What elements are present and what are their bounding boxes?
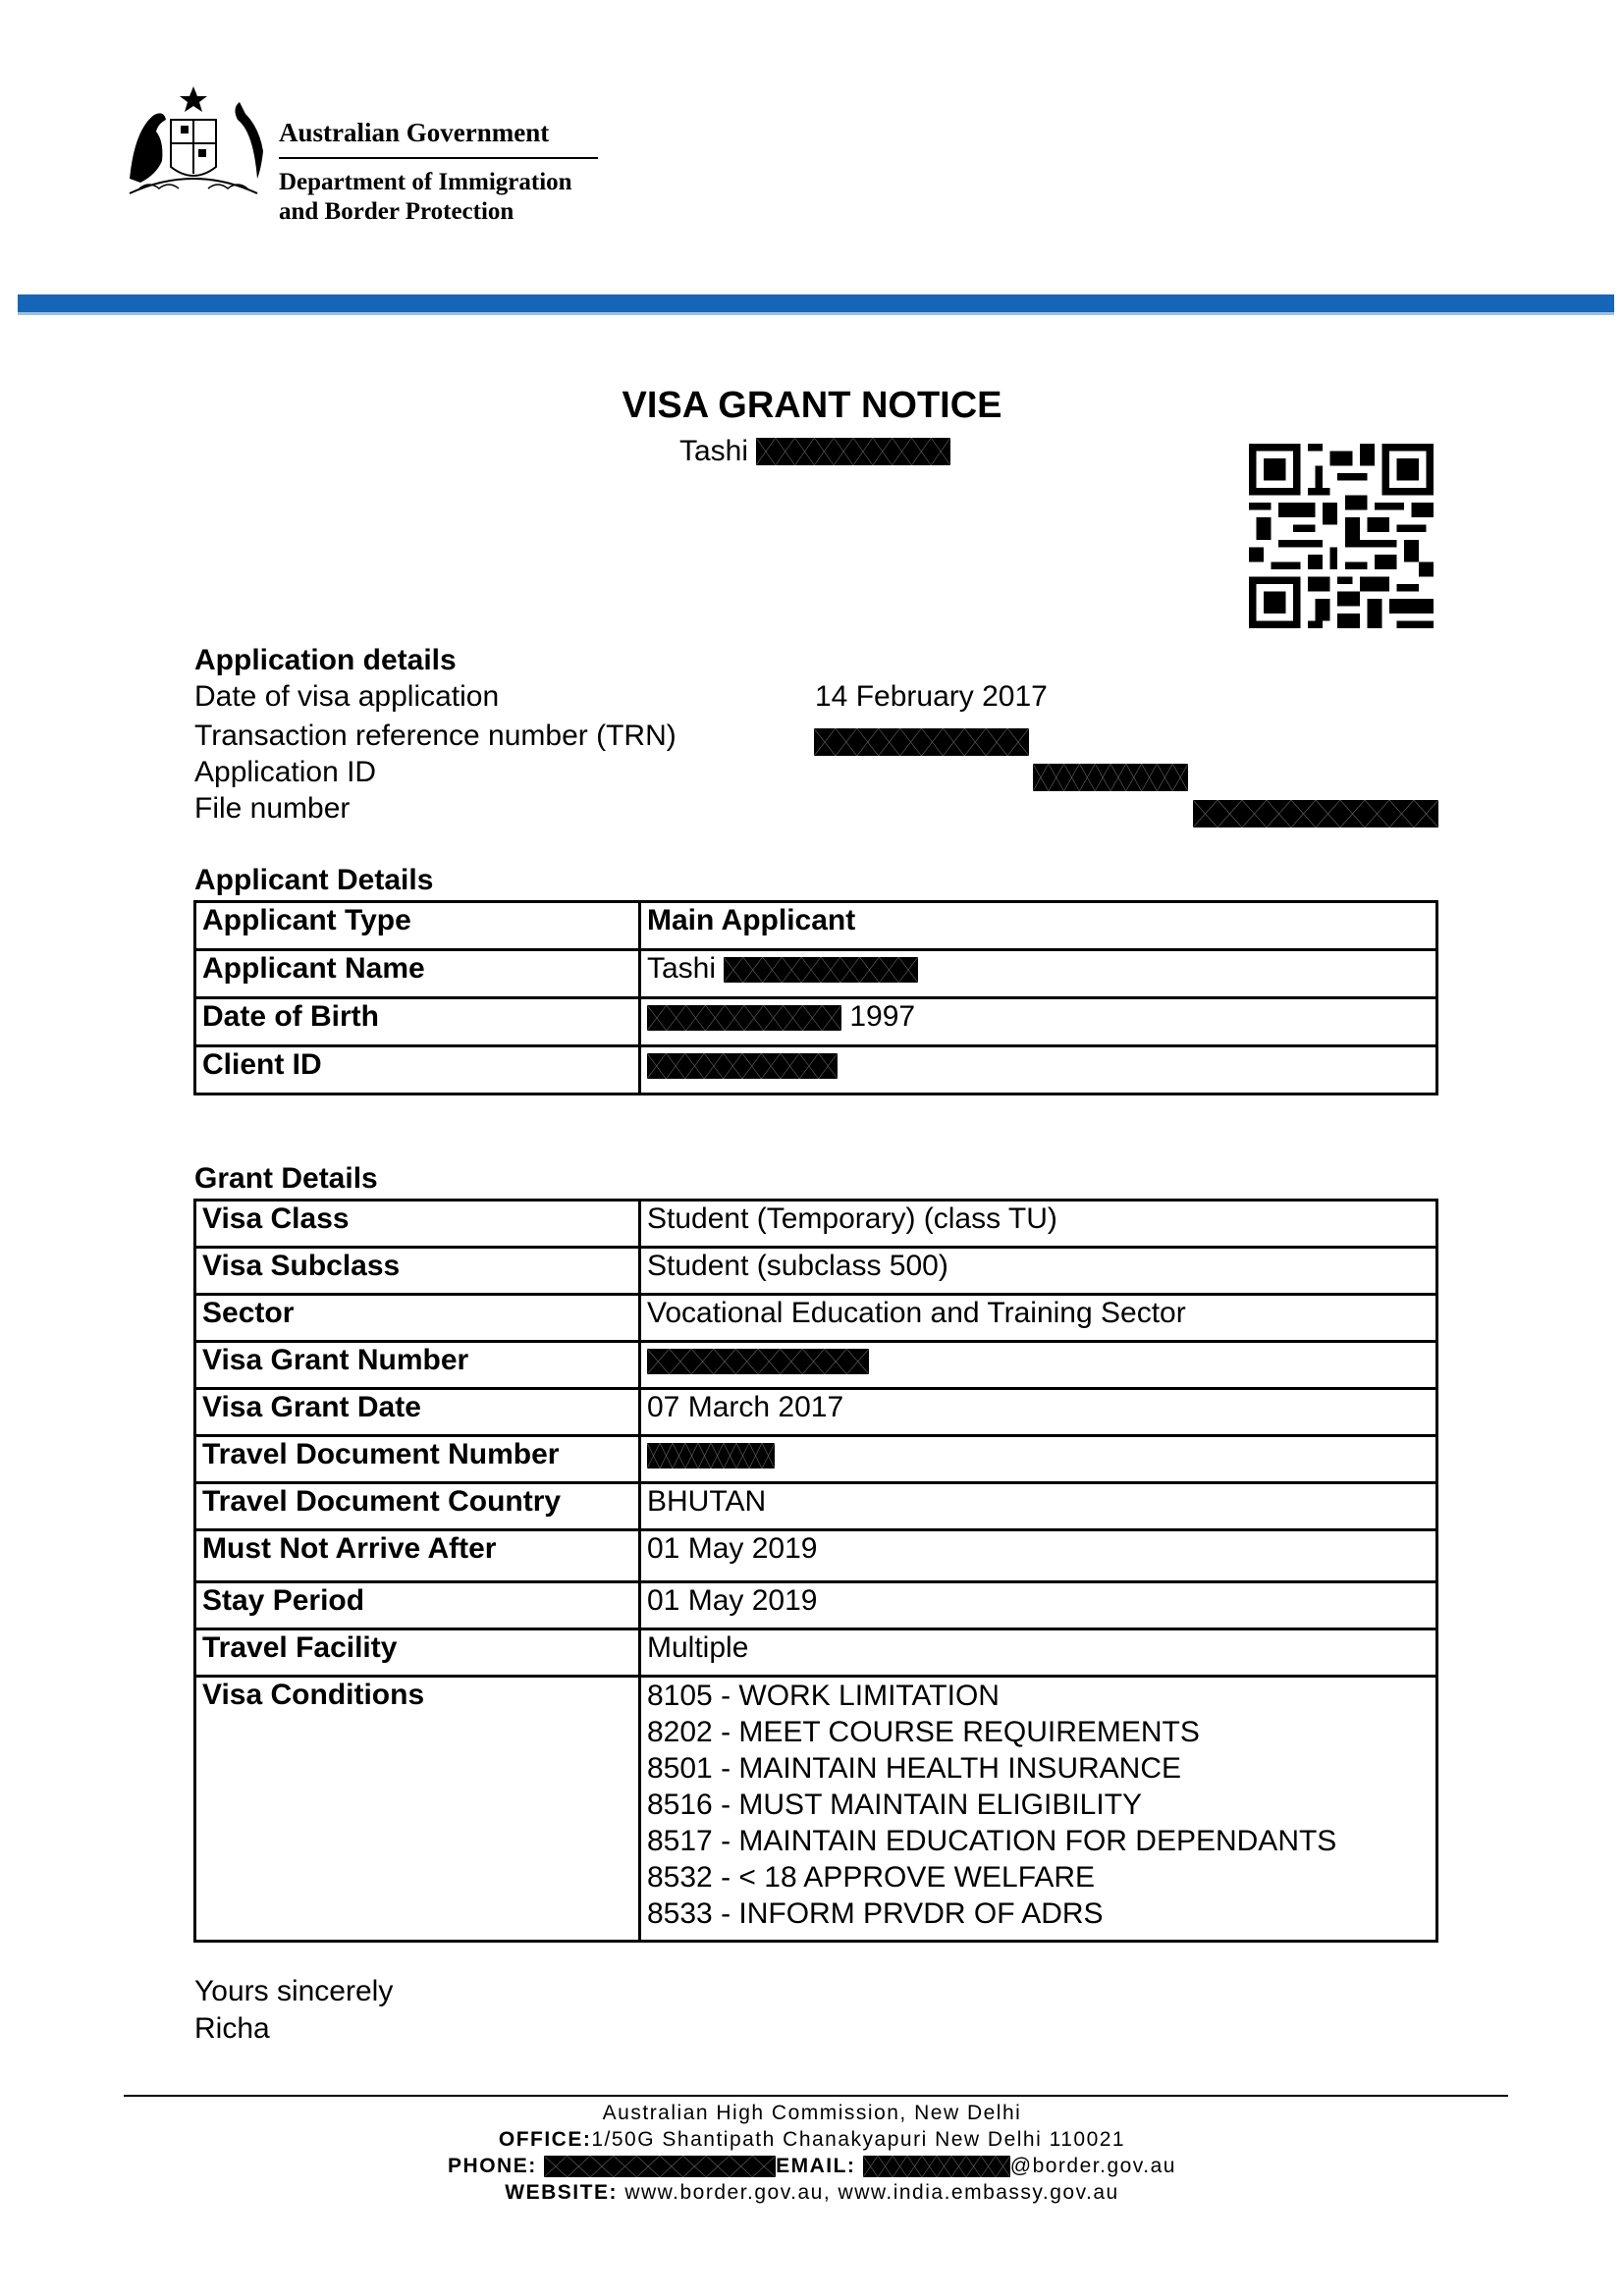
redaction-block [863, 2156, 1010, 2177]
applicant-details-table [193, 900, 1438, 1095]
stay-period-value: 01 May 2019 [640, 1582, 1437, 1629]
applicant-type-label: Applicant Type [195, 902, 640, 950]
qr-code-icon [1249, 444, 1434, 628]
grant-details-heading: Grant Details [194, 1162, 378, 1195]
table-row [195, 1248, 1437, 1295]
applicant-name-label: Applicant Name [195, 950, 640, 998]
travel-document-number-cell [640, 1436, 1437, 1483]
table-row [195, 1342, 1437, 1389]
application-details-heading: Application details [194, 644, 457, 676]
government-name: Australian Government [279, 118, 550, 147]
applicant-first-name: Tashi [679, 435, 749, 467]
trn-redaction [814, 728, 1029, 756]
visa-conditions-list [647, 1678, 1430, 1932]
website-label: WEBSITE: [505, 2181, 618, 2204]
visa-subclass-value: Student (subclass 500) [640, 1248, 1437, 1295]
travel-document-country-label: Travel Document Country [195, 1483, 640, 1530]
applicant-name-value: Tashi [647, 952, 717, 985]
applicant-name-heading [679, 435, 950, 468]
email-domain: @border.gov.au [1009, 2155, 1176, 2177]
table-row [195, 1046, 1437, 1095]
table-row [195, 1677, 1437, 1942]
sector-label: Sector [195, 1295, 640, 1342]
visa-subclass-label: Visa Subclass [195, 1248, 640, 1295]
coat-of-arms-logo [110, 80, 277, 208]
header-divider [279, 157, 598, 159]
email-label: EMAIL: [776, 2155, 856, 2177]
application-id-label: Application ID [194, 756, 377, 788]
website-value: www.border.gov.au, www.india.embassy.gov.au [624, 2181, 1119, 2204]
date-of-application-value: 14 February 2017 [815, 680, 1048, 713]
header-bar [18, 294, 1614, 312]
list-item: 8517 - MAINTAIN EDUCATION FOR DEPENDANTS [647, 1825, 1337, 1857]
redaction-block [647, 1053, 838, 1079]
file-number-label: File number [194, 792, 351, 825]
table-row [195, 1582, 1437, 1629]
redaction-block [647, 1443, 775, 1468]
applicant-name-cell [640, 950, 1437, 998]
date-of-birth-label: Date of Birth [195, 998, 640, 1046]
client-id-label: Client ID [195, 1046, 640, 1095]
phone-label: PHONE: [448, 2155, 537, 2177]
visa-grant-number-cell [640, 1342, 1437, 1389]
application-id-redaction [1033, 764, 1188, 791]
client-id-cell [640, 1046, 1437, 1095]
table-row [195, 1201, 1437, 1248]
table-row [195, 1629, 1437, 1677]
visa-class-value: Student (Temporary) (class TU) [640, 1201, 1437, 1248]
office-label: OFFICE: [498, 2128, 592, 2151]
table-row [195, 1389, 1437, 1436]
table-row [195, 1483, 1437, 1530]
travel-facility-value: Multiple [640, 1629, 1437, 1677]
redaction-block [647, 1349, 869, 1374]
table-row [195, 998, 1437, 1046]
list-item: 8532 - < 18 APPROVE WELFARE [647, 1861, 1096, 1894]
visa-class-label: Visa Class [195, 1201, 640, 1248]
table-row [195, 902, 1437, 950]
applicant-details-heading: Applicant Details [194, 864, 434, 896]
redaction-block [724, 957, 918, 983]
visa-conditions-value [640, 1677, 1437, 1942]
signer-name: Richa [194, 2012, 270, 2045]
file-number-redaction [1193, 800, 1438, 828]
travel-document-country-value: BHUTAN [640, 1483, 1437, 1530]
list-item: 8202 - MEET COURSE REQUIREMENTS [647, 1716, 1200, 1748]
date-of-birth-value: 1997 [849, 1000, 916, 1033]
list-item: 8533 - INFORM PRVDR OF ADRS [647, 1897, 1104, 1930]
table-row [195, 1530, 1437, 1582]
table-row [195, 1436, 1437, 1483]
department-name-line2: and Border Protection [279, 198, 514, 225]
must-not-arrive-after-value: 01 May 2019 [640, 1530, 1437, 1582]
footer-divider [124, 2095, 1508, 2097]
footer-contact [0, 2155, 1624, 2178]
travel-facility-label: Travel Facility [195, 1629, 640, 1677]
date-of-birth-cell [640, 998, 1437, 1046]
must-not-arrive-after-label: Must Not Arrive After [195, 1530, 640, 1582]
sector-value: Vocational Education and Training Sector [640, 1295, 1437, 1342]
applicant-type-value: Main Applicant [640, 902, 1437, 950]
page-title: VISA GRANT NOTICE [622, 385, 1002, 426]
visa-grant-number-label: Visa Grant Number [195, 1342, 640, 1389]
footer-office-address [0, 2128, 1624, 2152]
list-item: 8516 - MUST MAINTAIN ELIGIBILITY [647, 1789, 1143, 1821]
closing-salutation: Yours sincerely [194, 1975, 394, 2007]
stay-period-label: Stay Period [195, 1582, 640, 1629]
list-item: 8105 - WORK LIMITATION [647, 1680, 1000, 1712]
department-name-line1: Department of Immigration [279, 169, 572, 195]
redaction-block [544, 2156, 776, 2177]
visa-conditions-label: Visa Conditions [195, 1677, 640, 1942]
redaction-block [647, 1005, 841, 1031]
office-value: 1/50G Shantipath Chanakyapuri New Delhi 110021 [591, 2128, 1126, 2151]
table-row [195, 950, 1437, 998]
visa-grant-date-value: 07 March 2017 [640, 1389, 1437, 1436]
trn-label: Transaction reference number (TRN) [194, 720, 677, 752]
grant-details-table [193, 1199, 1438, 1943]
footer-office-name: Australian High Commission, New Delhi [602, 2102, 1022, 2124]
redaction-block [756, 438, 950, 465]
footer-website [0, 2181, 1624, 2205]
visa-grant-date-label: Visa Grant Date [195, 1389, 640, 1436]
travel-document-number-label: Travel Document Number [195, 1436, 640, 1483]
header-bar-shadow [18, 312, 1614, 315]
date-of-application-label: Date of visa application [194, 680, 500, 713]
list-item: 8501 - MAINTAIN HEALTH INSURANCE [647, 1752, 1181, 1785]
table-row [195, 1295, 1437, 1342]
